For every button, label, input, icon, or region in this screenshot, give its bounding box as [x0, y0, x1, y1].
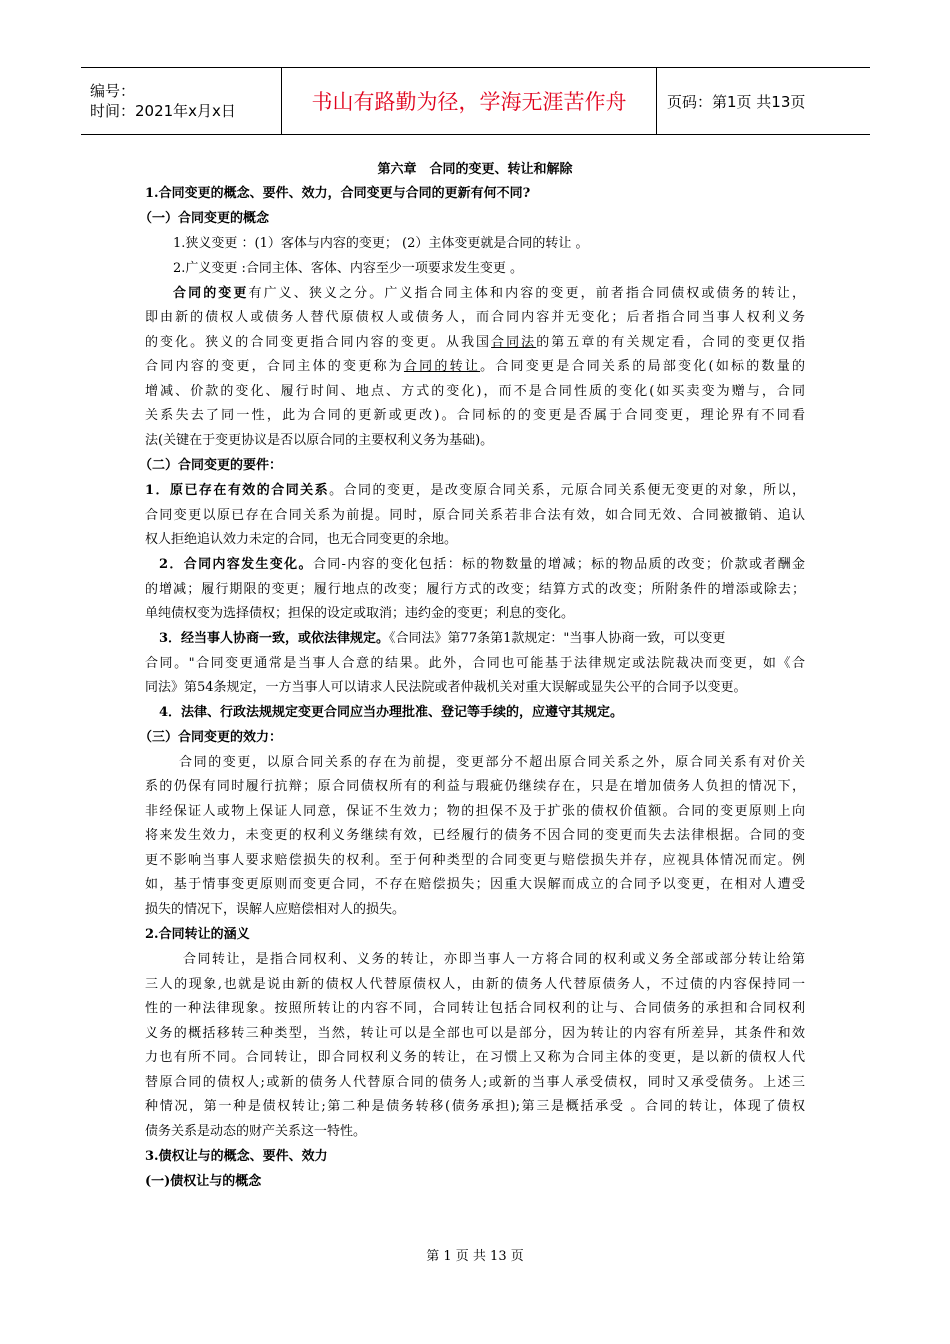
header-motto: 书山有路勤为径，学海无涯苦作舟 — [311, 90, 627, 114]
header-page-cell — [657, 68, 870, 134]
text-span: 合同内容的变更，合同主体的变更称为 — [145, 359, 404, 374]
requirement-3-title: 3．经当事人协商一致，或依法律规定。 — [159, 631, 390, 646]
chapter-title: 第六章 合同的变更、转让和解除 — [377, 162, 573, 177]
paragraph-line — [145, 331, 805, 355]
paragraph-line: 力也有所不同。合同转让，即合同权利义务的转让，在习惯上又称为合同主体的变更，是以新的债权人代 — [145, 1050, 805, 1065]
paragraph-line — [145, 479, 805, 503]
paragraph-line: 同法》第54条规定，一方当事人可以请求人民法院或者仲裁机关对重大误解或显失公平的合同予以变更。 — [145, 680, 747, 695]
section-heading-concept: （一）合同变更的概念 — [139, 211, 270, 226]
text-span: 。合同的变更，是改变原合同关系，元原合同关系便无变更的对象，所以， — [329, 483, 805, 498]
header-meta — [81, 68, 282, 134]
text-span: 的变化。狭义的合同变更指合同内容的变更。从我国 — [145, 335, 492, 350]
paragraph-line: 即由新的债权人或债务人替代原债权人或债务人，而合同内容并无变化；后者指合同当事人权利义务 — [145, 310, 805, 325]
paragraph-line: 三人的现象,也就是说由新的债权人代替原债权人，由新的债务人代替原债务人，不过债的内容保持同一 — [145, 977, 805, 992]
paragraph-line: 将来发生效力，未变更的权利义务继续有效，已经履行的债务不因合同的变更而失去法律根据。合同的变 — [145, 828, 805, 843]
paragraph-line: 法(关键在于变更协议是否以原合同的主要权利义务为基础)。 — [145, 433, 494, 448]
text-span: 。合同变更是合同关系的局部变化(如标的数量的 — [480, 359, 805, 374]
paragraph-line: 合同。"合同变更通常是当事人合意的结果。此外，合同也可能基于法律规定或法院裁决而变更，如《合 — [145, 656, 805, 671]
section-heading-requirements: （二）合同变更的要件： — [139, 458, 283, 473]
paragraph-line: 性的一种法律现象。按照所转让的内容不同，合同转让包括合同权利的让与、合同债务的承担和合同权利 — [145, 1001, 805, 1016]
paragraph-line: 替原合同的债权人;或新的债务人代替原合同的债务人;或新的当事人承受债权，同时又承受债务。上述三 — [145, 1075, 805, 1090]
requirement-4-title: 4．法律、行政法规规定变更合同应当办理批准、登记等手续的，应遵守其规定。 — [159, 705, 624, 720]
requirement-2-title: 2．合同内容发生变化。 — [159, 557, 313, 572]
text-span: 的第五章的有关规定看，合同的变更仅指 — [536, 335, 805, 350]
contract-transfer-link[interactable]: 合同的转让 — [403, 359, 481, 374]
paragraph-line: 关系失去了同一性，此为合同的更新或更改)。合同标的的变更是否属于合同变更，理论界有不同看 — [145, 408, 805, 423]
paragraph-line: 种情况，第一种是债权转让;第二种是债务转移(债务承担);第三是概括承受 。合同的转让，体现了债权 — [145, 1099, 805, 1114]
paragraph-line: 系的仍保有同时履行抗辩；原合同债权所有的利益与瑕疵仍继续存在，只是在增加债务人负担的情况下， — [145, 779, 805, 794]
text-span: 《合同法》第77条第1款规定："当事人协商一致，可以变更 — [389, 631, 726, 646]
paragraph-line: 损失的情况下，误解人应赔偿相对人的损失。 — [145, 902, 406, 917]
requirement-1-title: 1．原已存在有效的合同关系 — [145, 483, 330, 498]
broad-change-item: 2.广义变更 :合同主体、客体、内容至少一项要求发生变更 。 — [173, 261, 524, 276]
text-span: 合同-内容的变化包括：标的物数量的增减；标的物品质的改变；价款或者酬金 — [312, 557, 805, 572]
paragraph-line: 债务关系是动态的财产关系这一特性。 — [145, 1124, 367, 1139]
page-footer: 第 1 页 共 13 页 — [426, 1249, 524, 1264]
question-2-heading: 2.合同转让的涵义 — [145, 927, 250, 942]
paragraph-line — [145, 355, 805, 379]
paragraph-line: 的增减；履行期限的变更；履行地点的改变；履行方式的改变；结算方式的改变；所附条件的增添或除去； — [145, 582, 805, 597]
narrow-change-item: 1.狭义变更 ：(1）客体与内容的变更； (2）主体变更就是合同的转让 。 — [173, 236, 589, 251]
paragraph-line: 义务的概括移转三种类型，当然，转让可以是全部也可以是部分，因为转让的内容有所差异，其条件和效 — [145, 1026, 805, 1041]
section-heading-effects: （三）合同变更的效力： — [139, 730, 283, 745]
paragraph-line — [159, 627, 805, 651]
contract-law-link[interactable]: 合同法 — [491, 335, 537, 350]
paragraph-line — [159, 553, 805, 577]
header-page-info: 页码：第1页 共13页 — [667, 92, 806, 111]
paragraph-line: 合同转让，是指合同权利、义务的转让，亦即当事人一方将合同的权利或义务全部或部分转让给第 — [183, 952, 805, 967]
paragraph-line — [173, 282, 805, 306]
paragraph-line: 合同的变更，以原合同关系的存在为前提，变更部分不超出原合同关系之外，原合同关系有对价关 — [179, 755, 805, 770]
doc-number-label: 编号： — [90, 82, 136, 100]
doc-time-label: 时间：2021年x月x日 — [90, 102, 236, 120]
document-header — [81, 67, 870, 135]
question-1-heading: 1.合同变更的概念、要件、效力，合同变更与合同的更新有何不同? — [145, 186, 531, 201]
paragraph-line: 单纯债权变为选择债权；担保的设定或取消；违约金的变更；利息的变化。 — [145, 606, 575, 621]
paragraph-line: 如，基于情事变更原则而变更合同，不存在赔偿损失；因重大误解而成立的合同予以变更，在相对人遭受 — [145, 877, 805, 892]
paragraph-line: 更不影响当事人要求赔偿损失的权利。至于何种类型的合同变更与赔偿损失并存，应视具体情况而定。例 — [145, 853, 805, 868]
section-heading-assignment-concept: (一)债权让与的概念 — [145, 1174, 262, 1189]
header-motto-cell — [282, 68, 657, 134]
paragraph-line: 合同变更以原已存在合同关系为前提。同时，原合同关系若非合法有效，如合同无效、合同被撤销、追认 — [145, 508, 805, 523]
question-3-heading: 3.债权让与的概念、要件、效力 — [145, 1149, 328, 1164]
term-contract-change: 合同的变更 — [173, 286, 249, 301]
text-span: 有广义、狭义之分。广义指合同主体和内容的变更，前者指合同债权或债务的转让， — [248, 286, 805, 301]
paragraph-line: 权人拒绝追认效力未定的合同，也无合同变更的余地。 — [145, 532, 458, 547]
paragraph-line: 非经保证人或物上保证人同意，保证不生效力；物的担保不及于扩张的债权价值额。合同的变更原则上向 — [145, 804, 805, 819]
paragraph-line: 增减、价款的变化、履行时间、地点、方式的变化)，而不是合同性质的变化(如买卖变为赠与，合同 — [145, 384, 805, 399]
